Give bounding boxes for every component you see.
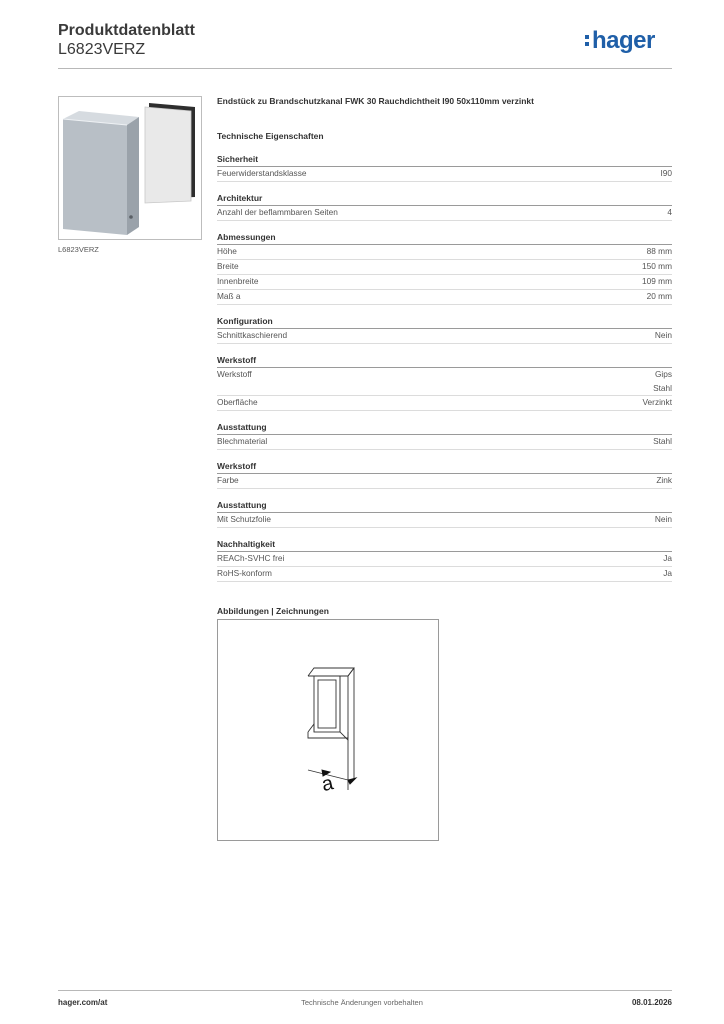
property-value: Gips Stahl (653, 369, 672, 393)
footer-divider (58, 990, 672, 991)
property-value: Zink (656, 475, 672, 485)
main-content (217, 94, 672, 618)
property-label: Höhe (217, 246, 237, 256)
property-value: Ja (663, 568, 672, 578)
property-label: Farbe (217, 475, 239, 485)
product-photo-icon (59, 97, 201, 239)
property-row (217, 435, 672, 450)
property-row (217, 245, 672, 260)
footer-disclaimer: Technische Änderungen vorbehalten (301, 998, 423, 1007)
section (217, 499, 672, 528)
property-row (217, 396, 672, 411)
page-title: Produktdatenblatt (58, 22, 195, 39)
section (217, 538, 672, 582)
section-title: Abmessungen (217, 231, 672, 245)
tech-properties-heading: Technische Eigenschaften (217, 131, 324, 141)
property-value: Nein (654, 514, 672, 524)
section (217, 192, 672, 221)
product-image (58, 96, 202, 240)
section (217, 421, 672, 450)
property-row (217, 474, 672, 489)
logo-text: hager (592, 27, 655, 54)
property-row (217, 552, 672, 567)
property-label: Schnittkaschierend (217, 330, 288, 340)
property-value: Verzinkt (642, 397, 672, 407)
property-row (217, 275, 672, 290)
property-label: Blechmaterial (217, 436, 268, 446)
technical-drawing (217, 619, 439, 841)
footer-website: hager.com/at (58, 998, 108, 1007)
header-divider (58, 68, 672, 69)
property-value: 4 (667, 207, 672, 217)
property-row (217, 260, 672, 275)
section-title: Konfiguration (217, 315, 672, 329)
section (217, 315, 672, 344)
dimension-a-label: a (319, 772, 336, 797)
logo-dots-icon (585, 35, 589, 49)
property-value: Ja (663, 553, 672, 563)
figures-heading: Abbildungen | Zeichnungen (217, 606, 329, 616)
property-value: Stahl (653, 436, 672, 446)
property-label: Oberfläche (217, 397, 258, 407)
property-value: 150 mm (642, 261, 672, 271)
section (217, 460, 672, 489)
property-row (217, 206, 672, 221)
section (217, 231, 672, 305)
footer-date: 08.01.2026 (631, 998, 672, 1007)
property-label: Feuerwiderstandsklasse (217, 168, 307, 178)
section-title: Ausstattung (217, 499, 672, 513)
property-label: Anzahl der beflammbaren Seiten (217, 207, 338, 217)
property-value: 109 mm (642, 276, 672, 286)
property-value: Nein (654, 330, 672, 340)
section (217, 354, 672, 411)
property-row (217, 329, 672, 344)
property-row (217, 167, 672, 182)
property-row (217, 567, 672, 582)
property-value: 20 mm (646, 291, 672, 301)
image-caption: L6823VERZ (58, 245, 99, 254)
product-number: L6823VERZ (58, 41, 146, 58)
property-label: RoHS-konform (217, 568, 272, 578)
hager-logo (592, 28, 655, 54)
property-label: REACh-SVHC frei (217, 553, 285, 563)
property-label: Breite (217, 261, 239, 271)
property-value: 88 mm (646, 246, 672, 256)
section (217, 153, 672, 182)
property-row (217, 513, 672, 528)
technical-drawing-icon (218, 620, 438, 840)
property-row (217, 290, 672, 305)
section-title: Werkstoff (217, 354, 672, 368)
section-title: Nachhaltigkeit (217, 538, 672, 552)
section-title: Architektur (217, 192, 672, 206)
section-title: Werkstoff (217, 460, 672, 474)
product-description: Endstück zu Brandschutzkanal FWK 30 Rauchdichtheit I90 50x110mm verzinkt (217, 96, 534, 106)
property-row (217, 368, 672, 396)
property-label: Mit Schutzfolie (217, 514, 271, 524)
property-label: Maß a (217, 291, 241, 301)
section-title: Sicherheit (217, 153, 672, 167)
property-value: I90 (660, 168, 672, 178)
property-label: Werkstoff (217, 369, 252, 379)
properties-sections (217, 153, 672, 582)
property-label: Innenbreite (217, 276, 259, 286)
section-title: Ausstattung (217, 421, 672, 435)
